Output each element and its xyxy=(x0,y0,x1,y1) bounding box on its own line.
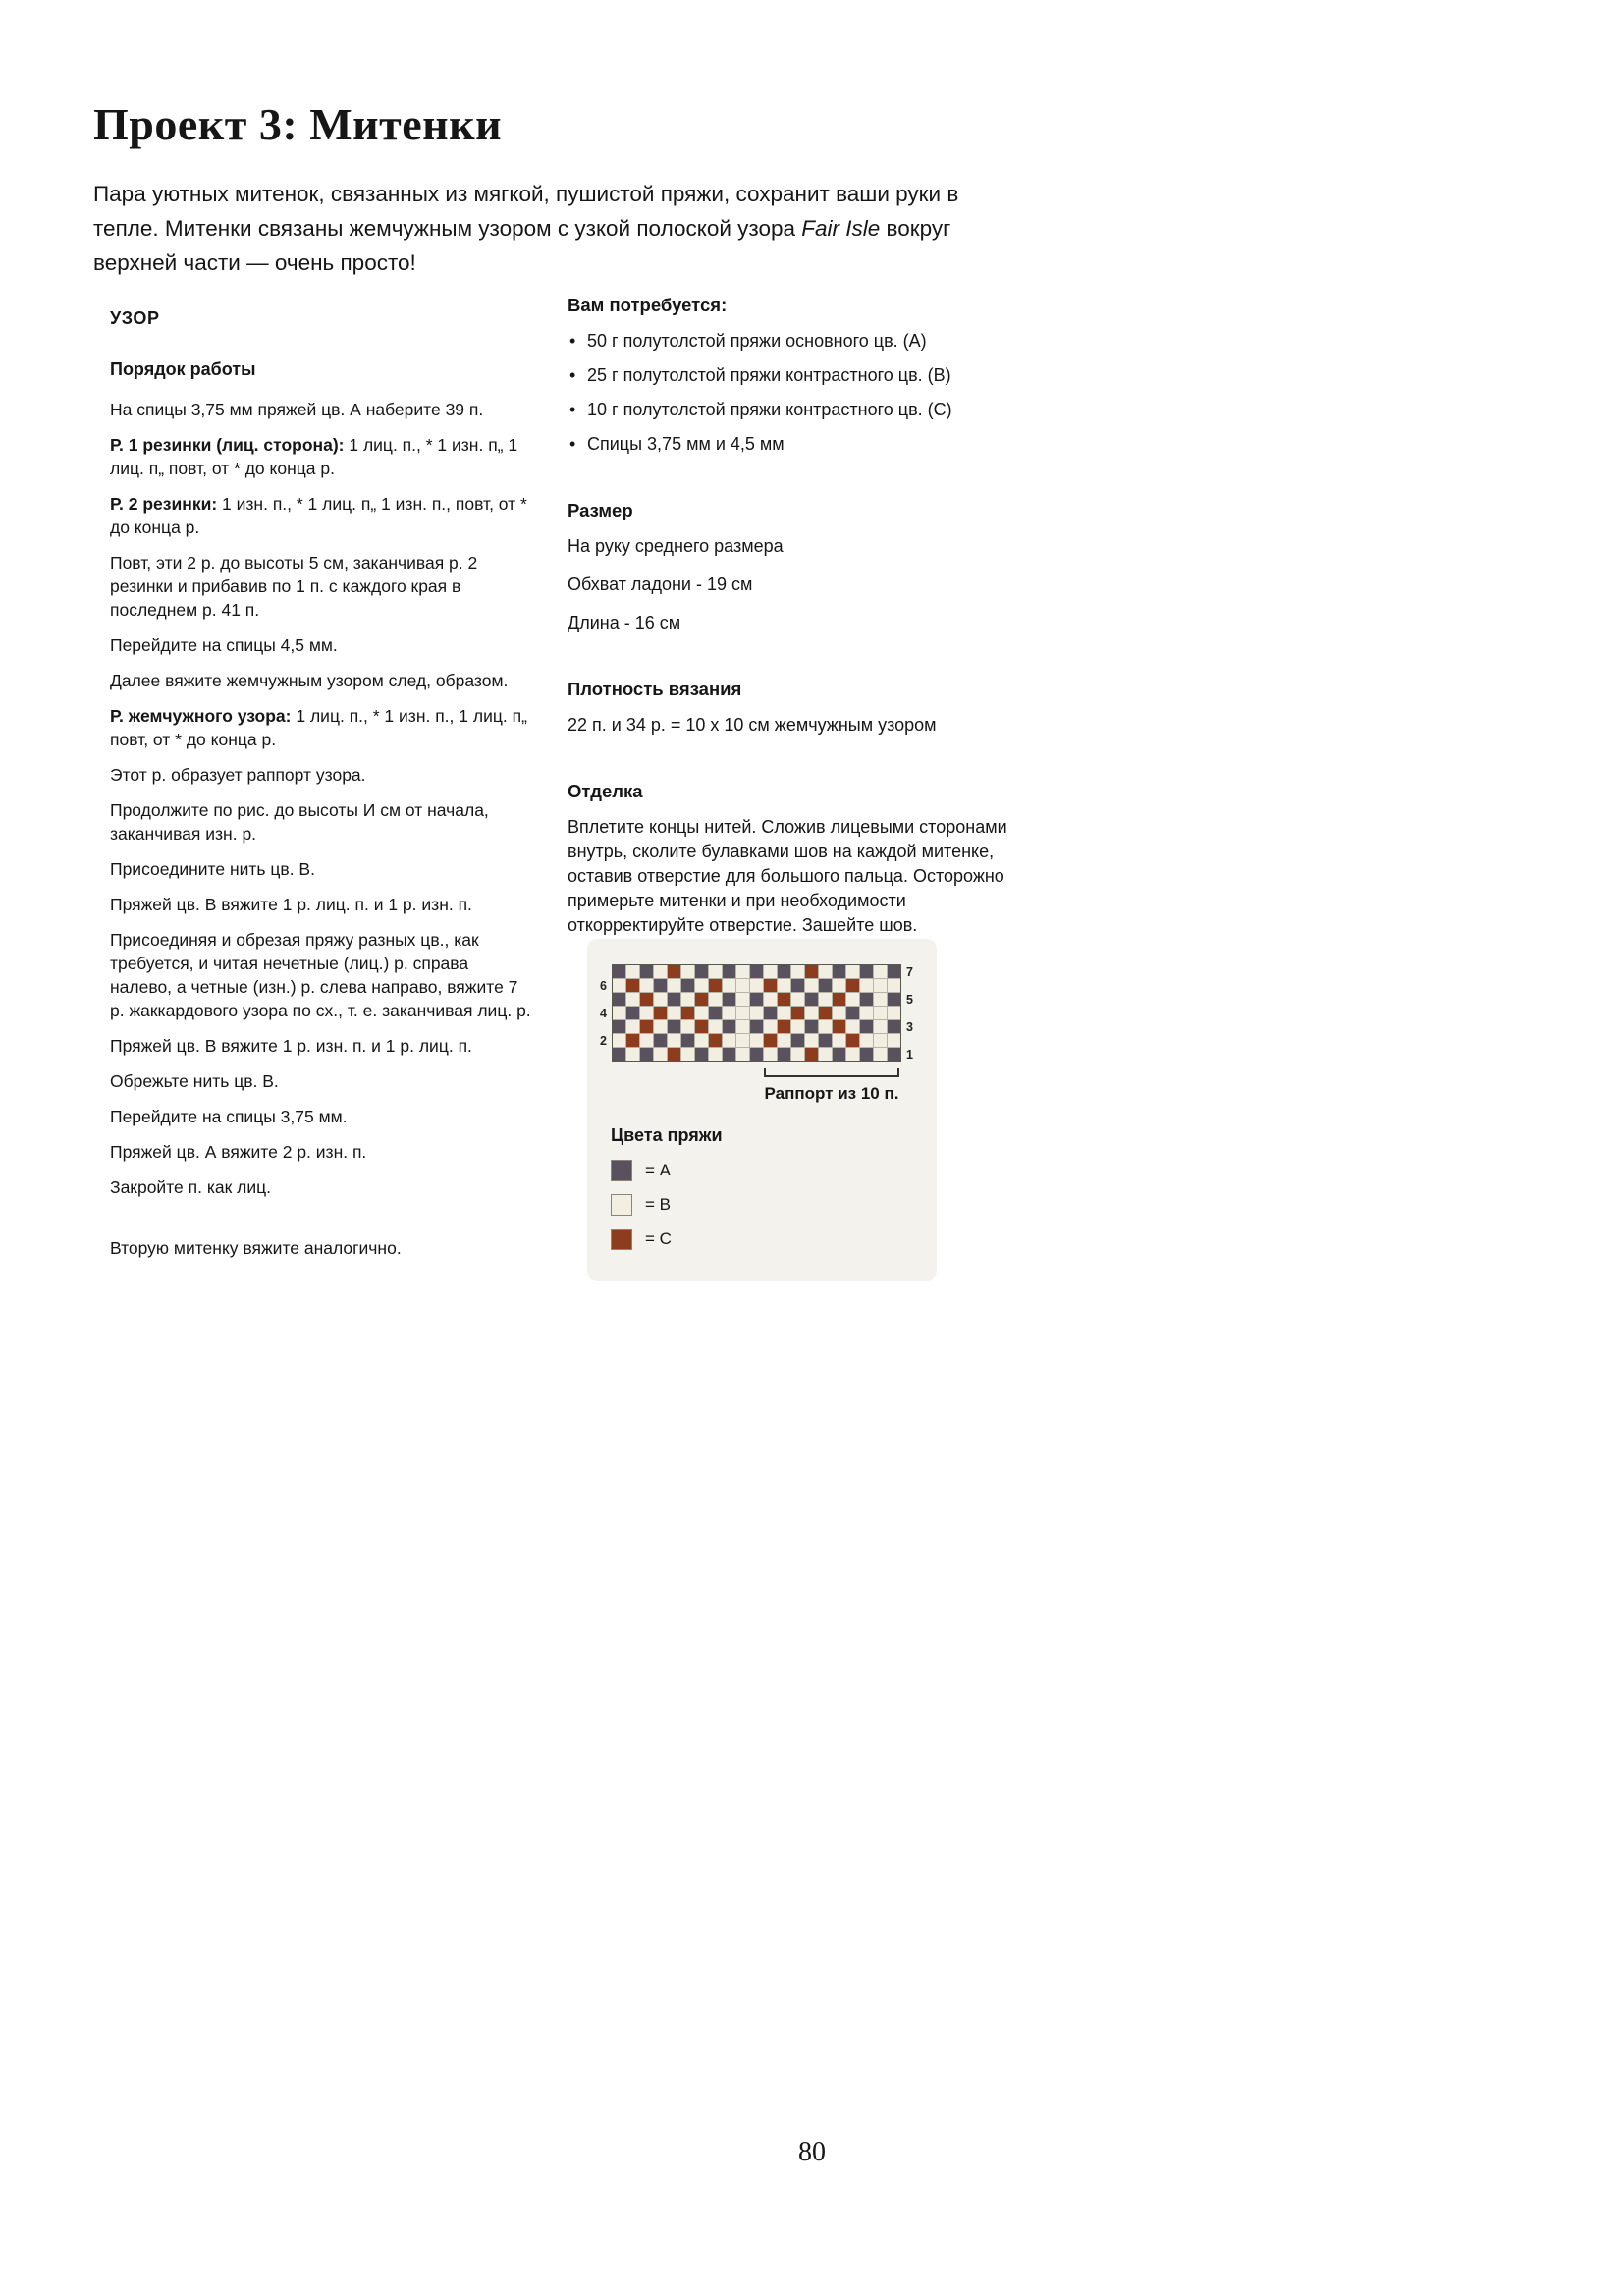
fairisle-chart xyxy=(587,964,937,1062)
finishing-title: Отделка xyxy=(568,781,643,801)
fairisle-chart-grid xyxy=(612,964,901,1062)
chart-cell xyxy=(723,1034,735,1047)
chart-cell xyxy=(778,1007,790,1019)
chart-cell xyxy=(819,965,832,978)
chart-cell xyxy=(833,1007,845,1019)
chart-cell xyxy=(860,993,873,1006)
chart-cell xyxy=(833,1048,845,1061)
intro-text-2: вокруг верхней части — очень просто! xyxy=(93,216,951,275)
work-order-paragraphs xyxy=(110,398,534,1199)
chart-cell xyxy=(695,1048,708,1061)
chart-cell xyxy=(736,965,749,978)
chart-cell xyxy=(640,1020,653,1033)
materials-item: • 10 г полутолстой пряжи контрастного цв. (С) xyxy=(568,398,1031,422)
chart-row-number: 5 xyxy=(906,993,913,1007)
chart-cell xyxy=(778,1048,790,1061)
chart-row-number: 4 xyxy=(600,1007,607,1020)
chart-cell xyxy=(709,979,722,992)
chart-cell xyxy=(640,979,653,992)
intro-text-1: Пара уютных митенок, связанных из мягкой, пушистой пряжи, сохранит ваши руки в тепле. Митенки связаны жемчужным узором с узкой полоской узора xyxy=(93,182,959,241)
chart-cell xyxy=(846,1007,859,1019)
instruction-paragraph: На спицы 3,75 мм пряжей цв. А наберите 39 п. xyxy=(110,400,484,419)
chart-cell xyxy=(750,979,763,992)
legend-title: Цвета пряжи xyxy=(611,1125,723,1145)
materials-title: Вам потребуется: xyxy=(568,295,728,315)
chart-cell xyxy=(805,965,818,978)
chart-cell xyxy=(626,1007,639,1019)
instruction-paragraph: Закройте п. как лиц. xyxy=(110,1177,271,1197)
chart-cell xyxy=(819,1034,832,1047)
chart-right-row-numbers xyxy=(901,964,918,1062)
chart-cell xyxy=(626,1020,639,1033)
chart-cell xyxy=(846,1034,859,1047)
chart-cell xyxy=(805,1034,818,1047)
intro-paragraph xyxy=(93,177,1021,280)
gauge-section xyxy=(568,677,1031,738)
chart-panel xyxy=(587,939,937,1281)
chart-cell xyxy=(626,979,639,992)
chart-cell xyxy=(681,965,694,978)
chart-cell xyxy=(846,1020,859,1033)
size-line: Обхват ладони - 19 см xyxy=(568,574,753,594)
chart-cell xyxy=(613,1020,625,1033)
legend-label: = В xyxy=(645,1195,671,1214)
chart-cell xyxy=(750,965,763,978)
chart-cell xyxy=(888,965,900,978)
left-column xyxy=(110,306,534,1272)
chart-row-number xyxy=(595,993,612,1007)
instruction-paragraph: Пряжей цв. В вяжите 1 р. лиц. п. и 1 р. изн. п. xyxy=(110,895,472,914)
chart-cell xyxy=(860,1020,873,1033)
gauge-title: Плотность вязания xyxy=(568,679,742,699)
chart-cell xyxy=(764,1007,777,1019)
chart-cell xyxy=(778,1034,790,1047)
chart-cell xyxy=(833,993,845,1006)
chart-cell xyxy=(874,965,887,978)
instruction-paragraph: Этот р. образует раппорт узора. xyxy=(110,765,366,785)
size-title: Размер xyxy=(568,500,633,520)
chart-cell xyxy=(695,1034,708,1047)
chart-cell xyxy=(888,1048,900,1061)
chart-cell xyxy=(888,1007,900,1019)
chart-cell xyxy=(833,1034,845,1047)
chart-cell xyxy=(613,1034,625,1047)
chart-cell xyxy=(846,993,859,1006)
chart-cell xyxy=(654,993,667,1006)
chart-cell xyxy=(681,979,694,992)
chart-cell xyxy=(819,1048,832,1061)
instruction-paragraph: Далее вяжите жемчужным узором след, образом. xyxy=(110,671,509,690)
chart-cell xyxy=(709,965,722,978)
instruction-paragraph: Повт, эти 2 р. до высоты 5 см, заканчивая р. 2 резинки и прибавив по 1 п. с каждого края в последнем р. 41 п. xyxy=(110,553,478,620)
repeat-label: Раппорт из 10 п. xyxy=(764,1084,899,1103)
chart-cell xyxy=(805,1007,818,1019)
chart-cell xyxy=(805,979,818,992)
chart-cell xyxy=(695,1007,708,1019)
chart-cell xyxy=(764,1048,777,1061)
chart-cell xyxy=(681,1034,694,1047)
chart-cell xyxy=(846,1048,859,1061)
chart-cell xyxy=(695,965,708,978)
chart-cell xyxy=(860,965,873,978)
chart-cell xyxy=(750,1048,763,1061)
chart-cell xyxy=(888,1020,900,1033)
chart-cell xyxy=(626,1034,639,1047)
chart-cell xyxy=(709,1007,722,1019)
materials-section xyxy=(568,293,1031,457)
repeat-bracket xyxy=(764,1068,899,1077)
legend-swatch-B xyxy=(611,1194,632,1216)
chart-cell xyxy=(805,993,818,1006)
chart-cell xyxy=(640,1048,653,1061)
chart-cell xyxy=(888,979,900,992)
chart-left-row-numbers xyxy=(595,964,612,1062)
chart-cell xyxy=(613,979,625,992)
chart-cell xyxy=(668,1020,680,1033)
chart-cell xyxy=(640,965,653,978)
finishing-text: Вплетите концы нитей. Сложив лицевыми сторонами внутрь, сколите булавками шов на каждой митенке, оставив отверстие для большого пальца. Осторожно примерьте митенки и при необходимости откорректируйте отверстие. Зашейте шов. xyxy=(568,817,1007,935)
chart-cell xyxy=(819,979,832,992)
page-title: Проект 3: Митенки xyxy=(93,99,503,149)
chart-row-number xyxy=(901,979,918,993)
chart-cell xyxy=(709,1048,722,1061)
chart-cell xyxy=(819,1007,832,1019)
legend-label: = С xyxy=(645,1230,672,1248)
chart-cell xyxy=(778,1020,790,1033)
legend-row xyxy=(611,1229,937,1250)
finishing-section xyxy=(568,779,1031,938)
chart-cell xyxy=(626,993,639,1006)
size-section xyxy=(568,498,1031,635)
chart-cell xyxy=(764,1034,777,1047)
instruction-paragraph: Продолжите по рис. до высоты И см от начала, заканчивая изн. р. xyxy=(110,800,489,844)
chart-cell xyxy=(709,993,722,1006)
chart-cell xyxy=(833,965,845,978)
legend-row xyxy=(611,1160,937,1181)
chart-cell xyxy=(819,993,832,1006)
chart-row-number xyxy=(595,1048,612,1062)
instruction-paragraph: Пряжей цв. А вяжите 2 р. изн. п. xyxy=(110,1142,367,1162)
chart-cell xyxy=(654,1007,667,1019)
chart-cell xyxy=(668,965,680,978)
chart-cell xyxy=(750,1020,763,1033)
chart-row-number xyxy=(595,965,612,979)
chart-cell xyxy=(860,1007,873,1019)
chart-cell xyxy=(791,965,804,978)
instruction-paragraph: Перейдите на спицы 3,75 мм. xyxy=(110,1107,348,1126)
size-line: На руку среднего размера xyxy=(568,536,784,556)
legend-label: = А xyxy=(645,1161,671,1179)
chart-cell xyxy=(723,965,735,978)
chart-row-number xyxy=(901,1034,918,1048)
materials-list xyxy=(568,329,1031,457)
chart-cell xyxy=(613,1048,625,1061)
instruction-paragraph: Р. 2 резинки: 1 изн. п., * 1 лиц. п„ 1 изн. п., повт, от * до конца р. xyxy=(110,494,527,537)
chart-cell xyxy=(791,1034,804,1047)
chart-cell xyxy=(626,1048,639,1061)
chart-cell xyxy=(640,993,653,1006)
chart-cell xyxy=(723,979,735,992)
instruction-paragraph: Присоединяя и обрезая пряжу разных цв., как требуется, и читая нечетные (лиц.) р. справа налево, а четные (изн.) р. слева направо, вяжите 7 р. жаккардового узора по сх., т. е. заканчивая лиц. р. xyxy=(110,930,531,1020)
chart-cell xyxy=(819,1020,832,1033)
chart-cell xyxy=(874,993,887,1006)
chart-cell xyxy=(888,993,900,1006)
chart-cell xyxy=(654,979,667,992)
instruction-paragraph: Р. 1 резинки (лиц. сторона): 1 лиц. п., * 1 изн. п„ 1 лиц. п„ повт, от * до конца р. xyxy=(110,435,518,478)
chart-cell xyxy=(723,993,735,1006)
chart-cell xyxy=(778,965,790,978)
chart-cell xyxy=(805,1020,818,1033)
chart-cell xyxy=(668,1048,680,1061)
chart-cell xyxy=(750,993,763,1006)
chart-cell xyxy=(874,979,887,992)
chart-cell xyxy=(736,1020,749,1033)
chart-cell xyxy=(846,965,859,978)
work-order-title: Порядок работы xyxy=(110,359,256,379)
right-column xyxy=(568,293,1031,979)
legend-swatch-A xyxy=(611,1160,632,1181)
chart-row-number: 3 xyxy=(906,1020,913,1034)
chart-cell xyxy=(613,1007,625,1019)
chart-cell xyxy=(736,1007,749,1019)
chart-cell xyxy=(778,993,790,1006)
chart-cell xyxy=(750,1007,763,1019)
chart-cell xyxy=(846,979,859,992)
chart-cell xyxy=(874,1034,887,1047)
instruction-paragraph: Обрежьте нить цв. В. xyxy=(110,1071,279,1091)
chart-cell xyxy=(778,979,790,992)
chart-cell xyxy=(764,965,777,978)
chart-cell xyxy=(791,1007,804,1019)
chart-cell xyxy=(791,993,804,1006)
instruction-paragraph: Перейдите на спицы 4,5 мм. xyxy=(110,635,338,655)
chart-cell xyxy=(805,1048,818,1061)
chart-cell xyxy=(681,993,694,1006)
chart-cell xyxy=(860,1034,873,1047)
instruction-paragraph: Р. жемчужного узора: 1 лиц. п., * 1 изн. п., 1 лиц. п„ повт, от * до конца р. xyxy=(110,706,527,749)
chart-cell xyxy=(888,1034,900,1047)
chart-cell xyxy=(613,965,625,978)
chart-cell xyxy=(723,1020,735,1033)
chart-cell xyxy=(860,979,873,992)
chart-cell xyxy=(695,979,708,992)
chart-cell xyxy=(736,979,749,992)
chart-cell xyxy=(613,993,625,1006)
chart-cell xyxy=(668,1034,680,1047)
instruction-paragraph: Пряжей цв. В вяжите 1 р. изн. п. и 1 р. лиц. п. xyxy=(110,1036,472,1056)
materials-item: • 25 г полутолстой пряжи контрастного цв. (В) xyxy=(568,363,1031,388)
chart-cell xyxy=(750,1034,763,1047)
chart-cell xyxy=(723,1048,735,1061)
chart-cell xyxy=(833,979,845,992)
chart-row-number: 6 xyxy=(600,979,607,993)
materials-item: • Спицы 3,75 мм и 4,5 мм xyxy=(568,432,1031,457)
chart-cell xyxy=(654,965,667,978)
chart-cell xyxy=(668,993,680,1006)
page-number: 80 xyxy=(798,2137,826,2167)
chart-cell xyxy=(764,1020,777,1033)
chart-cell xyxy=(874,1020,887,1033)
chart-row-number xyxy=(901,1007,918,1020)
chart-row-number: 1 xyxy=(906,1048,913,1062)
chart-row-number: 2 xyxy=(600,1034,607,1048)
intro-italic-text: Fair Isle xyxy=(801,216,881,241)
chart-cell xyxy=(626,965,639,978)
chart-cell xyxy=(791,1020,804,1033)
chart-cell xyxy=(681,1048,694,1061)
instruction-paragraph: Присоедините нить цв. В. xyxy=(110,859,315,879)
chart-cell xyxy=(736,1034,749,1047)
chart-cell xyxy=(709,1020,722,1033)
chart-cell xyxy=(681,1007,694,1019)
materials-item: • 50 г полутолстой пряжи основного цв. (А) xyxy=(568,329,1031,354)
chart-legend xyxy=(587,1160,937,1250)
chart-cell xyxy=(791,1048,804,1061)
chart-cell xyxy=(736,1048,749,1061)
gauge-text: 22 п. и 34 р. = 10 х 10 см жемчужным узором xyxy=(568,715,937,735)
chart-cell xyxy=(764,993,777,1006)
chart-cell xyxy=(709,1034,722,1047)
chart-cell xyxy=(668,1007,680,1019)
chart-cell xyxy=(791,979,804,992)
legend-row xyxy=(611,1194,937,1216)
legend-swatch-C xyxy=(611,1229,632,1250)
chart-cell xyxy=(654,1034,667,1047)
chart-cell xyxy=(695,993,708,1006)
chart-cell xyxy=(833,1020,845,1033)
chart-cell xyxy=(764,979,777,992)
chart-cell xyxy=(668,979,680,992)
chart-cell xyxy=(640,1007,653,1019)
chart-cell xyxy=(695,1020,708,1033)
chart-row-number: 7 xyxy=(906,965,913,979)
chart-cell xyxy=(874,1007,887,1019)
chart-cell xyxy=(640,1034,653,1047)
final-note: Вторую митенку вяжите аналогично. xyxy=(110,1238,402,1258)
chart-cell xyxy=(723,1007,735,1019)
chart-cell xyxy=(874,1048,887,1061)
chart-cell xyxy=(654,1048,667,1061)
size-lines xyxy=(568,534,1031,635)
chart-cell xyxy=(654,1020,667,1033)
pattern-section-title: УЗОР xyxy=(110,308,160,328)
size-line: Длина - 16 см xyxy=(568,613,681,632)
chart-row-number xyxy=(595,1020,612,1034)
chart-cell xyxy=(681,1020,694,1033)
chart-cell xyxy=(860,1048,873,1061)
chart-cell xyxy=(736,993,749,1006)
